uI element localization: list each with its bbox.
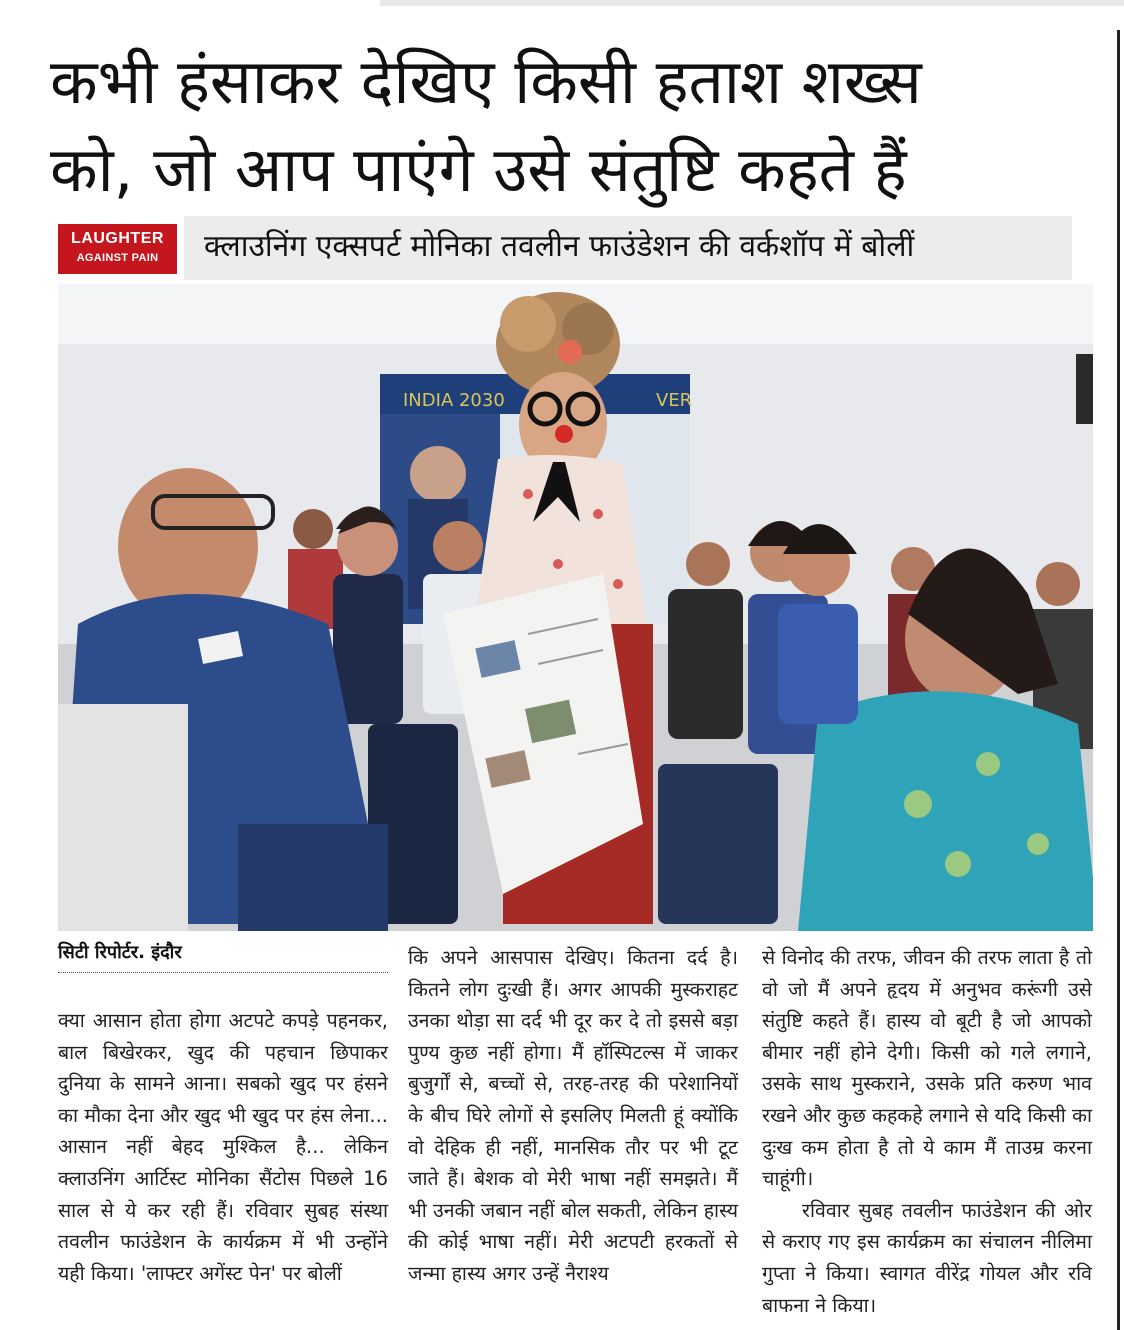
article-column-3 <box>762 942 1092 1321</box>
article-column-1 <box>58 1005 388 1289</box>
event-photo <box>58 284 1093 931</box>
section-tag <box>58 224 177 274</box>
event-photo-illustration <box>58 284 1093 931</box>
banner-text-left: INDIA 2030 <box>403 390 505 411</box>
column-rule <box>1117 30 1120 1330</box>
headline-line-1: कभी हंसाकर देखिए किसी हताश शख्स <box>50 45 922 118</box>
section-tag-line-2: AGAINST PAIN <box>76 252 159 264</box>
deck-subheading: क्लाउनिंग एक्सपर्ट मोनिका तवलीन फाउंडेशन की वर्कशॉप में बोलीं <box>204 229 915 264</box>
section-tag-line-1: LAUGHTER <box>71 230 164 247</box>
headline <box>50 38 1080 214</box>
banner-text-right: VER <box>656 390 693 411</box>
article-paragraph: क्या आसान होता होगा अटपटे कपड़े पहनकर, बाल बिखेरकर, खुद की पहचान छिपाकर दुनिया के सामने आना। सबको खुद पर हंसने का मौका देना और खुद भी खुद पर हंस लेना... आसान नहीं बेहद मुश्किल है... लेकिन क्लाउनिंग आर्टिस्ट मोनिका सैंटोस पिछले 16 साल से ये कर रही हैं। रविवार सुबह संस्था तवलीन फाउंडेशन के कार्यक्रम में भी उन्होंने यही किया। 'लाफ्टर अगेंस्ट पेन' पर बोलीं <box>58 1009 388 1285</box>
top-rule <box>380 0 1124 6</box>
article-paragraph: रविवार सुबह तवलीन फाउंडेशन की ओर से कराए गए इस कार्यक्रम का संचालन नीलिमा गुप्ता ने किया। स्वागत वीरेंद्र गोयल और रवि बाफना ने किया। <box>762 1198 1092 1317</box>
article-paragraph: से विनोद की तरफ, जीवन की तरफ लाता है तो वो जो मैं अपने हृदय में अनुभव करूंगी उसे संतुष्टि कहते हैं। हास्य वो बूटी है जो आपको बीमार नहीं होने देगी। किसी को गले लगाने, उसके साथ मुस्कराने, उसके प्रति करुण भाव रखने और कुछ कहकहे लगाने से यदि किसी का दुःख कम होता है तो ये काम मैं ताउम्र करना चाहूंगी। <box>762 946 1092 1191</box>
article-column-2 <box>408 942 738 1290</box>
article-paragraph: कि अपने आसपास देखिए। कितना दर्द है। कितने लोग दुःखी हैं। अगर आपकी मुस्कराहट उनका थोड़ा सा दर्द भी दूर कर दे तो इससे बड़ा पुण्य कुछ नहीं होगा। मैं हॉस्पिटल्स में जाकर बुजुर्गों से, बच्चों से, तरह-तरह की परेशानियों के बीच घिरे लोगों से इसलिए मिलती हूं क्योंकि वो देहिक ही नहीं, मानसिक तौर पर भी टूट जाते हैं। बेशक वो मेरी भाषा नहीं समझते। मैं भी उनकी जबान नहीं बोल सकती, लेकिन हास्य की कोई भाषा नहीं। मेरी अटपटी हरकतों से जन्मा हास्य अगर उन्हें नैराश्य <box>408 946 738 1285</box>
headline-line-2: को, जो आप पाएंगे उसे संतुष्टि कहते हैं <box>50 133 907 206</box>
byline: सिटी रिपोर्टर. इंदौर <box>58 940 388 973</box>
